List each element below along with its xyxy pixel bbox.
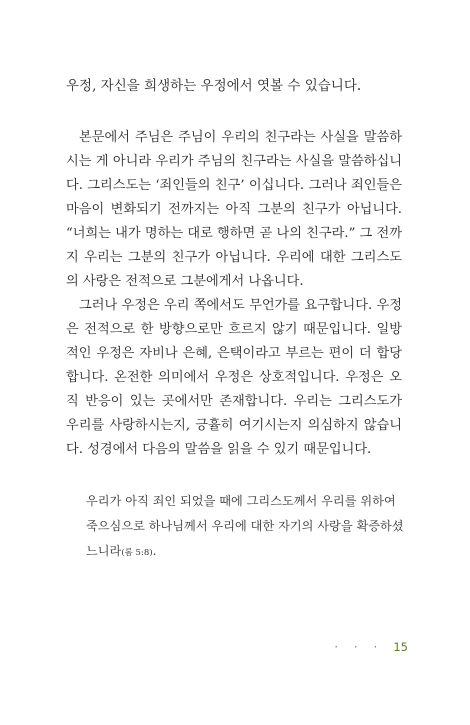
footer-dots: · · · — [334, 640, 384, 654]
paragraph-2: 그러나 우정은 우리 쪽에서도 무언가를 요구합니다. 우정은 전적으로 한 방향으로만 흐르지 않기 때문입니다. 일방적인 우정은 자비나 은혜, 은택이라고 부르는 편이 더 합당합니다. 온전한 의미에서 우정은 상호적입니다. 우정은 오직 반응이 있는 곳에서만 존재합니다. 우리는 그리스도가 우리를 사랑하시는지, 긍휼히 여기시는지 의심하지 않습니다. 성경에서 다음의 말씀을 읽을 수 있기 때문입니다. — [66, 298, 402, 457]
page-number: 15 — [393, 640, 408, 654]
quote-ending: . — [152, 544, 157, 558]
page-footer — [334, 640, 408, 654]
paragraph-1: 본문에서 주님은 주님이 우리의 친구라는 사실을 말씀하시는 게 아니라 우리가 주님의 친구라는 사실을 말씀하십니다. 그리스도는 ‘죄인들의 친구’ 이십니다. 그러나 죄인들은 마음이 변화되기 전까지는 아직 그분의 친구가 아닙니다. “너희는 내가 명하는 대로 행하면 곧 나의 친구라.” 그 전까지 우리는 그분의 친구가 아닙니다. 우리에 대한 그리스도의 사랑은 전적으로 그분에게서 나옵니다. — [66, 130, 402, 289]
body-text — [66, 126, 402, 462]
scripture-quote — [86, 489, 406, 566]
quote-text: 우리가 아직 죄인 되었을 때에 그리스도께서 우리를 위하여 죽으심으로 하나님께서 우리에 대한 자기의 사랑을 확증하셨느니라 — [86, 494, 404, 558]
continuation-line: 우정, 자신을 희생하는 우정에서 엿볼 수 있습니다. — [66, 78, 362, 94]
quote-reference: (롬 5:8) — [121, 548, 153, 558]
